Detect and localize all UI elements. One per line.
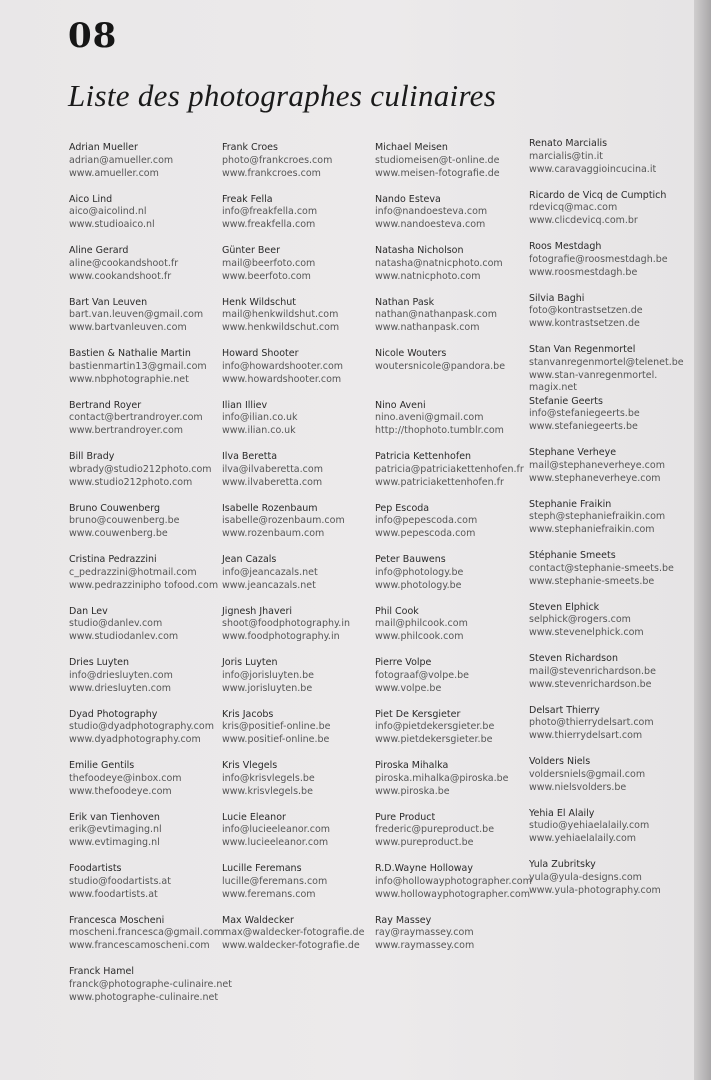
- photographer-entry: [69, 709, 232, 761]
- website-link[interactable]: www.thierrydelsart.com: [529, 730, 643, 742]
- email-link[interactable]: fotograaf@volpe.be: [375, 669, 469, 681]
- photographer-name: Kris Vlegels: [222, 760, 278, 771]
- photographer-entry: [375, 348, 532, 400]
- photographer-name: Isabelle Rozenbaum: [222, 502, 318, 514]
- website-link[interactable]: www.nandoesteva.com: [375, 219, 486, 231]
- photographer-name: Emilie Gentils: [69, 760, 135, 771]
- email-link[interactable]: lucille@feremans.com: [222, 875, 328, 887]
- photographer-name: Stefanie Geerts: [529, 395, 603, 407]
- photographer-name: Aico Lind: [69, 193, 113, 205]
- photographer-entry: [222, 915, 364, 967]
- website-link[interactable]: www.hollowayphotographer.com: [375, 888, 530, 900]
- website-link[interactable]: http://thophoto.tumblr.com: [375, 425, 504, 437]
- photographer-name: Nicole Wouters: [375, 348, 447, 359]
- photographer-entry: [69, 503, 232, 555]
- email-link[interactable]: studiomeisen@t-online.de: [375, 154, 500, 166]
- photographer-entry: [69, 657, 232, 709]
- website-link[interactable]: www.yula-photography.com: [529, 884, 661, 896]
- email-link[interactable]: shoot@foodphotography.in: [222, 618, 350, 630]
- email-link[interactable]: info@pepescoda.com: [375, 515, 478, 527]
- website-link[interactable]: www.stevenelphick.com: [529, 627, 644, 639]
- email-link[interactable]: fotografie@roosmestdagh.be: [529, 253, 668, 265]
- photographer-name: Jean Cazals: [222, 554, 277, 565]
- photographer-entry: [375, 297, 532, 349]
- email-link[interactable]: info@nandoesteva.com: [375, 206, 488, 218]
- email-link[interactable]: aico@aicolind.nl: [69, 206, 147, 218]
- email-link[interactable]: studio@dyadphotography.com: [69, 721, 214, 733]
- photographer-name: Franck Hamel: [69, 966, 134, 977]
- website-link[interactable]: www.pepescoda.com: [375, 528, 476, 540]
- photographer-entry: [375, 245, 532, 297]
- photographer-entry: [375, 812, 532, 864]
- photographer-entry: [222, 812, 364, 864]
- photographer-name: Pierre Volpe: [375, 657, 432, 668]
- website-link[interactable]: www.feremans.com: [222, 888, 316, 900]
- email-link[interactable]: info@krisvlegels.be: [222, 772, 315, 784]
- photographer-name: Patricia Kettenhofen: [375, 451, 472, 462]
- email-link[interactable]: voldersniels@gmail.com: [529, 768, 646, 780]
- website-link[interactable]: www.amueller.com: [69, 167, 159, 179]
- website-link[interactable]: www.stevenrichardson.be: [529, 678, 652, 690]
- photographer-entry: [69, 554, 232, 606]
- photographer-entry: [69, 863, 232, 915]
- photographer-name: Lucie Eleanor: [222, 811, 286, 823]
- email-link[interactable]: info@jorisluyten.be: [222, 669, 315, 681]
- email-link[interactable]: info@stefaniegeerts.be: [529, 408, 640, 420]
- website-link[interactable]: www.foodphotography.in: [222, 631, 340, 643]
- photographer-entry: [222, 400, 364, 452]
- photographer-entry: [222, 657, 364, 709]
- website-link[interactable]: www.dyadphotography.com: [69, 734, 201, 746]
- photographer-entry: [375, 760, 532, 812]
- photographer-entry: [222, 142, 364, 194]
- photographer-entry: [69, 297, 232, 349]
- email-link[interactable]: photo@frankcroes.com: [222, 154, 333, 166]
- email-link[interactable]: steph@stephaniefraikin.com: [529, 511, 666, 523]
- website-link[interactable]: www.henkwildschut.com: [222, 322, 340, 334]
- email-link[interactable]: mail@beerfoto.com: [222, 257, 316, 269]
- photographer-name: Pure Product: [375, 811, 436, 823]
- website-link[interactable]: www.pedrazzinipho tofood.com: [69, 579, 219, 591]
- photographer-name: Howard Shooter: [222, 348, 299, 359]
- photographer-entry: [222, 451, 364, 503]
- website-link[interactable]: www.patriciakettenhofen.fr: [375, 476, 504, 488]
- website-link[interactable]: www.foodartists.at: [69, 888, 158, 900]
- website-link[interactable]: www.nbphotographie.net: [69, 373, 189, 385]
- website-link[interactable]: www.caravaggioincucina.it: [529, 163, 657, 175]
- photographer-entry: [529, 344, 684, 396]
- photographer-name: Phil Cook: [375, 605, 419, 617]
- photographer-entry: [69, 245, 232, 297]
- photographer-name: Volders Niels: [529, 756, 591, 767]
- photographer-name: Freak Fella: [222, 193, 273, 205]
- email-link[interactable]: yula@yula-designs.com: [529, 871, 642, 883]
- photographer-name: Steven Richardson: [529, 653, 618, 664]
- email-link[interactable]: bruno@couwenberg.be: [69, 515, 180, 527]
- photographer-entry: [529, 705, 684, 757]
- email-link[interactable]: bastienmartin13@gmail.com: [69, 360, 207, 372]
- photographer-entry: [375, 606, 532, 658]
- photographer-entry: [375, 142, 532, 194]
- photographer-name: Dries Luyten: [69, 657, 130, 668]
- website-link[interactable]: www.studiodanlev.com: [69, 631, 179, 643]
- website-link[interactable]: www.howardshooter.com: [222, 373, 342, 385]
- photographer-name: Stephanie Fraikin: [529, 498, 612, 510]
- photographer-entry: [69, 142, 232, 194]
- photographer-name: Ilva Beretta: [222, 451, 278, 462]
- photographer-entry: [222, 554, 364, 606]
- photographer-name: Max Waldecker: [222, 914, 294, 926]
- email-link[interactable]: nathan@nathanpask.com: [375, 309, 497, 321]
- website-link[interactable]: magix.net: [529, 382, 577, 394]
- email-link[interactable]: thefoodeye@inbox.com: [69, 772, 182, 784]
- photographer-entry: [529, 808, 684, 860]
- website-link[interactable]: www.natnicphoto.com: [375, 270, 481, 282]
- photographer-entry: [222, 606, 364, 658]
- photographer-name: Silvia Baghi: [529, 292, 585, 304]
- email-link[interactable]: mail@stevenrichardson.be: [529, 665, 656, 677]
- website-link[interactable]: www.stephaniefraikin.com: [529, 524, 655, 536]
- website-link[interactable]: www.evtimaging.nl: [69, 837, 160, 849]
- email-link[interactable]: mail@philcook.com: [375, 618, 468, 630]
- photographer-entry: [529, 293, 684, 345]
- email-link[interactable]: studio@danlev.com: [69, 618, 163, 630]
- email-link[interactable]: info@pietdekersgieter.be: [375, 721, 495, 733]
- email-link[interactable]: mail@stephaneverheye.com: [529, 459, 665, 471]
- website-link[interactable]: www.stan-vanregenmortel.: [529, 369, 658, 381]
- website-link[interactable]: www.driesluyten.com: [69, 682, 172, 694]
- email-link[interactable]: isabelle@rozenbaum.com: [222, 515, 345, 527]
- website-link[interactable]: www.pureproduct.be: [375, 837, 474, 849]
- email-link[interactable]: piroska.mihalka@piroska.be: [375, 772, 509, 784]
- website-link[interactable]: www.ilvaberetta.com: [222, 476, 323, 488]
- photographer-entry: [529, 138, 684, 190]
- email-link[interactable]: info@driesluyten.com: [69, 669, 173, 681]
- email-link[interactable]: stanvanregenmortel@telenet.be: [529, 356, 684, 368]
- website-link[interactable]: www.studio212photo.com: [69, 476, 193, 488]
- email-link[interactable]: selphick@rogers.com: [529, 614, 631, 626]
- photographer-entry: [222, 503, 364, 555]
- email-link[interactable]: info@howardshooter.com: [222, 360, 344, 372]
- photographer-entry: [375, 400, 532, 452]
- email-link[interactable]: contact@bertrandroyer.com: [69, 412, 203, 424]
- email-link[interactable]: erik@evtimaging.nl: [69, 824, 162, 836]
- website-link[interactable]: www.volpe.be: [375, 682, 442, 694]
- photographer-name: Cristina Pedrazzini: [69, 554, 157, 565]
- photographer-entry: [69, 760, 232, 812]
- photographer-name: Nino Aveni: [375, 399, 426, 411]
- photographer-column-4: [529, 138, 684, 911]
- email-link[interactable]: marcialis@tin.it: [529, 150, 603, 162]
- website-link[interactable]: www.photographe-culinaire.net: [69, 991, 219, 1003]
- photographer-name: Nathan Pask: [375, 296, 435, 308]
- photographer-name: Erik van Tienhoven: [69, 811, 160, 823]
- photographer-entry: [222, 348, 364, 400]
- email-link[interactable]: bart.van.leuven@gmail.com: [69, 309, 204, 321]
- photographer-name: Bart Van Leuven: [69, 296, 148, 308]
- website-link[interactable]: www.kontrastsetzen.de: [529, 318, 640, 330]
- photographer-name: Michael Meisen: [375, 142, 448, 153]
- email-link[interactable]: adrian@amueller.com: [69, 154, 174, 166]
- website-link[interactable]: www.francescamoscheni.com: [69, 940, 210, 952]
- website-link[interactable]: www.pietdekersgieter.be: [375, 734, 493, 746]
- photographer-entry: [69, 451, 232, 503]
- photographer-entry: [69, 194, 232, 246]
- email-link[interactable]: foto@kontrastsetzen.de: [529, 305, 643, 317]
- website-link[interactable]: www.stephanie-smeets.be: [529, 575, 655, 587]
- photographer-entry: [375, 194, 532, 246]
- photographer-name: Ricardo de Vicq de Cumptich: [529, 189, 667, 201]
- photographer-entry: [529, 602, 684, 654]
- photographer-entry: [375, 915, 532, 967]
- photographer-entry: [222, 194, 364, 246]
- photographer-name: Ilian Illiev: [222, 399, 268, 411]
- page-title: Liste des photographes culinaires: [68, 78, 497, 113]
- photographer-name: Delsart Thierry: [529, 704, 600, 716]
- email-link[interactable]: franck@photographe-culinaire.net: [69, 978, 232, 990]
- photographer-column-2: [222, 142, 364, 966]
- photographer-entry: [375, 709, 532, 761]
- email-link[interactable]: wbrady@studio212photo.com: [69, 463, 212, 475]
- email-link[interactable]: mail@henkwildshut.com: [222, 309, 339, 321]
- website-link[interactable]: www.krisvlegels.be: [222, 785, 313, 797]
- page-edge: [694, 0, 711, 1080]
- photographer-name: Bill Brady: [69, 451, 115, 462]
- photographer-name: Pep Escoda: [375, 502, 430, 514]
- photographer-name: Renato Marcialis: [529, 138, 608, 149]
- photographer-name: Natasha Nicholson: [375, 245, 464, 256]
- photographer-entry: [222, 760, 364, 812]
- photographer-name: Jignesh Jhaveri: [222, 605, 292, 617]
- website-link[interactable]: www.stefaniegeerts.be: [529, 421, 638, 433]
- photographer-name: Lucille Feremans: [222, 863, 302, 874]
- photographer-name: Adrian Mueller: [69, 142, 138, 153]
- email-link[interactable]: natasha@natnicphoto.com: [375, 257, 503, 269]
- photographer-entry: [69, 966, 232, 1018]
- email-link[interactable]: info@ilian.co.uk: [222, 412, 298, 424]
- website-link[interactable]: www.frankcroes.com: [222, 167, 321, 179]
- photographer-name: Foodartists: [69, 863, 122, 874]
- photographer-entry: [529, 550, 684, 602]
- website-link[interactable]: www.roosmestdagh.be: [529, 266, 638, 278]
- email-link[interactable]: studio@yehiaelalaily.com: [529, 820, 650, 832]
- website-link[interactable]: www.studioaico.nl: [69, 219, 155, 231]
- website-link[interactable]: www.freakfella.com: [222, 219, 316, 231]
- email-link[interactable]: woutersnicole@pandora.be: [375, 360, 506, 372]
- photographer-entry: [69, 606, 232, 658]
- website-link[interactable]: www.waldecker-fotografie.de: [222, 940, 360, 952]
- photographer-column-1: [69, 142, 232, 1018]
- photographer-entry: [222, 297, 364, 349]
- photographer-name: Dyad Photography: [69, 708, 158, 720]
- photographer-entry: [529, 190, 684, 242]
- photographer-name: Ray Massey: [375, 914, 432, 926]
- email-link[interactable]: rdevicq@mac.com: [529, 202, 618, 214]
- photographer-entry: [375, 503, 532, 555]
- photographer-entry: [529, 653, 684, 705]
- website-link[interactable]: www.cookandshoot.fr: [69, 270, 172, 282]
- photographer-name: Frank Croes: [222, 142, 278, 153]
- photographer-name: Roos Mestdagh: [529, 241, 602, 252]
- photographer-entry: [529, 447, 684, 499]
- photographer-entry: [222, 709, 364, 761]
- photographer-name: Henk Wildschut: [222, 296, 296, 308]
- email-link[interactable]: studio@foodartists.at: [69, 875, 171, 887]
- website-link[interactable]: www.nielsvolders.be: [529, 781, 627, 793]
- email-link[interactable]: patricia@patriciakettenhofen.fr: [375, 463, 524, 475]
- website-link[interactable]: www.bertrandroyer.com: [69, 425, 184, 437]
- photographer-entry: [529, 499, 684, 551]
- website-link[interactable]: www.beerfoto.com: [222, 270, 311, 282]
- email-link[interactable]: nino.aveni@gmail.com: [375, 412, 484, 424]
- email-link[interactable]: moscheni.francesca@gmail.com: [69, 927, 224, 939]
- photographer-name: Stephane Verheye: [529, 447, 617, 458]
- website-link[interactable]: www.rozenbaum.com: [222, 528, 325, 540]
- email-link[interactable]: info@photology.be: [375, 566, 464, 578]
- photographer-name: Joris Luyten: [222, 657, 278, 668]
- website-link[interactable]: www.stephaneverheye.com: [529, 472, 661, 484]
- photographer-name: Aline Gerard: [69, 245, 129, 256]
- email-link[interactable]: frederic@pureproduct.be: [375, 824, 495, 836]
- photographer-entry: [375, 451, 532, 503]
- photographer-entry: [222, 863, 364, 915]
- photographer-name: Peter Bauwens: [375, 554, 446, 565]
- website-link[interactable]: www.photology.be: [375, 579, 462, 591]
- website-link[interactable]: www.positief-online.be: [222, 734, 330, 746]
- website-link[interactable]: www.philcook.com: [375, 631, 464, 643]
- photographer-name: Stéphanie Smeets: [529, 550, 616, 561]
- website-link[interactable]: www.raymassey.com: [375, 940, 475, 952]
- email-link[interactable]: photo@thierrydelsart.com: [529, 717, 654, 729]
- photographer-entry: [529, 396, 684, 448]
- photographer-entry: [375, 554, 532, 606]
- photographer-entry: [69, 400, 232, 452]
- website-link[interactable]: www.bartvanleuven.com: [69, 322, 187, 334]
- photographer-name: Bruno Couwenberg: [69, 502, 161, 514]
- photographer-entry: [375, 657, 532, 709]
- website-link[interactable]: www.piroska.be: [375, 785, 450, 797]
- website-link[interactable]: www.thefoodeye.com: [69, 785, 172, 797]
- photographer-entry: [69, 348, 232, 400]
- photographer-name: Yula Zubritsky: [529, 859, 596, 870]
- website-link[interactable]: www.jeancazals.net: [222, 579, 316, 591]
- email-link[interactable]: ray@raymassey.com: [375, 927, 474, 939]
- photographer-name: Bastien & Nathalie Martin: [69, 348, 191, 359]
- photographer-name: Nando Esteva: [375, 193, 441, 205]
- email-link[interactable]: ilva@ilvaberetta.com: [222, 463, 323, 475]
- email-link[interactable]: max@waldecker-fotografie.de: [222, 927, 365, 939]
- photographer-name: Bertrand Royer: [69, 399, 142, 411]
- email-link[interactable]: c_pedrazzini@hotmail.com: [69, 566, 197, 578]
- email-link[interactable]: kris@positief-online.be: [222, 721, 331, 733]
- photographer-name: Francesca Moscheni: [69, 914, 165, 926]
- email-link[interactable]: contact@stephanie-smeets.be: [529, 562, 674, 574]
- website-link[interactable]: www.jorisluyten.be: [222, 682, 313, 694]
- website-link[interactable]: www.lucieeleanor.com: [222, 837, 329, 849]
- website-link[interactable]: www.clicdevicq.com.br: [529, 215, 638, 227]
- website-link[interactable]: www.ilian.co.uk: [222, 425, 296, 437]
- email-link[interactable]: info@lucieeleanor.com: [222, 824, 331, 836]
- photographer-entry: [529, 859, 684, 911]
- photographer-name: Yehia El Alaily: [529, 807, 595, 819]
- photographer-column-3: [375, 142, 532, 966]
- email-link[interactable]: info@hollowayphotographer.com: [375, 875, 532, 887]
- email-link[interactable]: info@freakfella.com: [222, 206, 318, 218]
- email-link[interactable]: info@jeancazals.net: [222, 566, 318, 578]
- photographer-name: Günter Beer: [222, 245, 281, 256]
- email-link[interactable]: aline@cookandshoot.fr: [69, 257, 179, 269]
- photographer-entry: [375, 863, 532, 915]
- photographer-name: Steven Elphick: [529, 601, 600, 613]
- photographer-entry: [69, 915, 232, 967]
- photographer-entry: [529, 241, 684, 293]
- website-link[interactable]: www.nathanpask.com: [375, 322, 480, 334]
- photographer-name: Stan Van Regenmortel: [529, 344, 636, 355]
- photographer-entry: [222, 245, 364, 297]
- chapter-number: 08: [68, 16, 118, 56]
- photographer-name: Piet De Kersgieter: [375, 708, 461, 720]
- website-link[interactable]: www.meisen-fotografie.de: [375, 167, 500, 179]
- photographer-entry: [529, 756, 684, 808]
- photographer-name: Dan Lev: [69, 605, 108, 617]
- photographer-entry: [69, 812, 232, 864]
- photographer-name: Kris Jacobs: [222, 708, 274, 720]
- website-link[interactable]: www.couwenberg.be: [69, 528, 168, 540]
- photographer-name: R.D.Wayne Holloway: [375, 863, 473, 874]
- photographer-name: Piroska Mihalka: [375, 760, 449, 771]
- website-link[interactable]: www.yehiaelalaily.com: [529, 833, 637, 845]
